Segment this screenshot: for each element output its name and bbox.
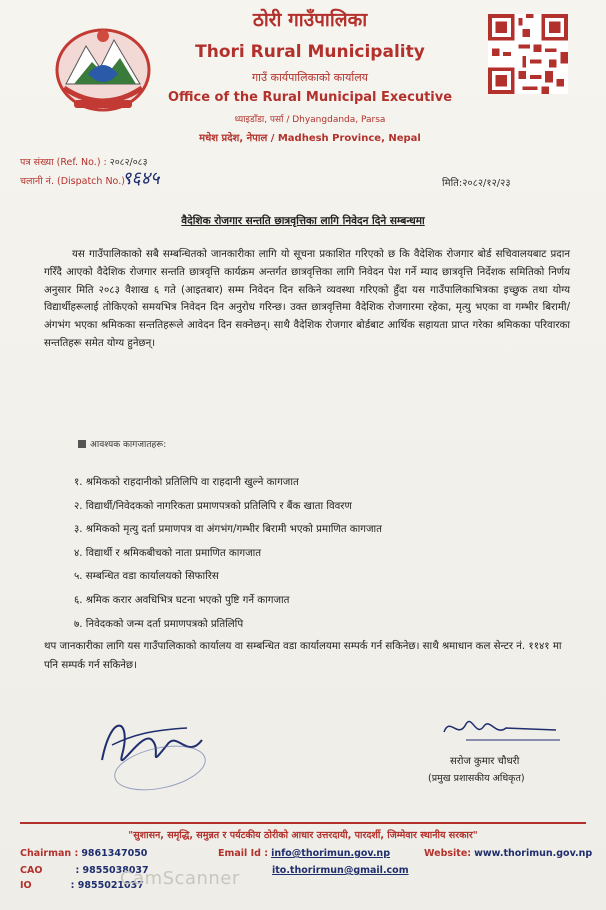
scanner-watermark: CamScanner: [120, 868, 240, 889]
email-label: Email Id :: [218, 848, 269, 859]
municipality-name-en: Thori Rural Municipality: [195, 42, 425, 62]
letter-subject: वैदेशिक रोजगार सन्तति छात्रवृत्तिका लागि निवेदन दिने सम्बन्धमा: [181, 215, 425, 227]
dispatch-label: चलानी नं. (Dispatch No.) :: [20, 176, 132, 187]
signatory-title: (प्रमुख प्रशासकीय अधिकृत): [428, 773, 525, 784]
letter-body: [44, 246, 570, 353]
more-info-paragraph: थप जानकारीका लागि यस गाउँपालिकाको कार्यालय वा सम्बन्धित वडा कार्यालयमा सम्पर्क गर्न सकिनेछ। साथै श्रमाधान कल सेन्टर नं. ११४१ मा पनि सम्पर्क गर्न सकिनेछ।: [44, 641, 562, 671]
list-item: २. विद्यार्थी/निवेदकको नागरिकता प्रमाणपत्रको प्रतिलिपि र बैंक खाता विवरण: [74, 500, 352, 512]
footer-motto: "सुशासन, समृद्धि, समुन्नत र पर्यटकीय ठोरीको आधार उत्तरदायी, पारदर्शी, जिम्मेवार स्थानीय सरकार": [128, 830, 478, 841]
documents-heading-text: आवश्यक कागजातहरू:: [90, 440, 167, 450]
email-secondary-line: [272, 865, 409, 876]
ref-value: २०८२/०८३: [109, 157, 148, 168]
chairman-label: Chairman :: [20, 848, 79, 859]
chairman-contact: [20, 848, 147, 859]
list-item: ५. सम्बन्धित वडा कार्यालयको सिफारिस: [74, 571, 219, 583]
municipality-name-np: ठोरी गाउँपालिका: [252, 9, 368, 31]
list-item: ६. श्रमिक करार अवधिभित्र घटना भएको पुष्टि गर्ने कागजात: [74, 594, 290, 606]
cao-phone: : 9855038037: [75, 865, 149, 876]
address-line: ध्याइडाँडा, पर्सा / Dhyangdanda, Parsa: [234, 115, 386, 125]
website-contact: [424, 848, 592, 859]
body-paragraph: यस गाउँपालिकाको सबै सम्बन्धितको जानकारीका लागि यो सूचना प्रकाशित गरिएको छ कि वैदेशिक रोजगार बोर्ड सचिवालयबाट प्रदान गरिँदै आएको वैदेशिक रोजगार सन्तति छात्रवृत्ति कार्यक्रम अन्तर्गत छात्रवृत्तिका लागि निवेदन पेश गर्ने म्याद छात्रवृत्ति निर्देशक समितिको निर्णय अनुसार मिति २०८३ वैशाख ६ गते (आइतबार) सम्म निवेदन दिन सकिने व्यवस्था गरिएको हुँदा यस गाउँपालिकाभित्रका इच्छुक तथा योग्य विद्यार्थीहरूलाई तोकिएको समयभित्र निवेदन दिन अनुरोध गरिन्छ। उक्त छात्रवृत्तिमा वैदेशिक रोजगारमा रहेका, मृत्यु भएका वा गम्भीर बिरामी/अंगभंग भएका श्रमिकका सन्ततिहरूले आवेदन दिन सक्नेछन्। साथै वैदेशिक रोजगार बोर्डबाट आर्थिक सहायता प्राप्त गरेका श्रमिकका परिवारका सन्ततिहरू समेत योग्य हुनेछन्।: [44, 249, 570, 349]
nepal-emblem-icon: [44, 18, 162, 118]
bullet-square-icon: [78, 440, 86, 448]
ref-label: पत्र संख्या (Ref. No.) :: [20, 157, 107, 168]
dispatch-number-line: [20, 174, 131, 187]
province-line: मधेश प्रदेश, नेपाल / Madhesh Province, Nepal: [199, 133, 421, 144]
website-label: Website:: [424, 848, 472, 859]
documents-heading: [78, 437, 166, 450]
signatory-name: सरोज कुमार चौधरी: [450, 756, 520, 767]
email-secondary[interactable]: ito.thorirmun@gmail.com: [272, 865, 409, 876]
documents-list: [74, 474, 574, 639]
list-item: १. श्रमिकको राहदानीको प्रतिलिपि वा राहदानी खुल्ने कागजात: [74, 477, 299, 488]
email-contact: [218, 848, 390, 859]
list-item: ७. निवेदकको जन्म दर्ता प्रमाणपत्रको प्रतिलिपि: [74, 618, 244, 630]
io-label: IO: [20, 880, 32, 891]
qr-code-icon: [488, 14, 568, 94]
io-phone: : 9855021037: [70, 880, 144, 891]
dispatch-value: ९६४५: [122, 168, 160, 189]
footer-divider: [20, 822, 586, 824]
letter-date: मिति:२०८२/१२/२३: [442, 178, 511, 189]
website-link[interactable]: www.thorimun.gov.np: [474, 848, 593, 859]
chairman-phone: 9861347050: [81, 848, 148, 859]
list-item: ४. विद्यार्थी र श्रमिकबीचको नाता प्रमाणित कागजात: [74, 547, 262, 559]
office-name-np: गाउँ कार्यपालिकाको कार्यालय: [251, 71, 369, 84]
email-primary[interactable]: info@thorimun.gov.np: [271, 848, 390, 859]
cao-label: CAO: [20, 865, 43, 876]
list-item: ३. श्रमिकको मृत्यु दर्ता प्रमाणपत्र वा अंगभंग/गम्भीर बिरामी भएको प्रमाणित कागजात: [74, 524, 382, 536]
signature-right: [436, 710, 566, 750]
signature-left-stamp: [92, 700, 222, 795]
office-name-en: Office of the Rural Municipal Executive: [167, 90, 453, 105]
